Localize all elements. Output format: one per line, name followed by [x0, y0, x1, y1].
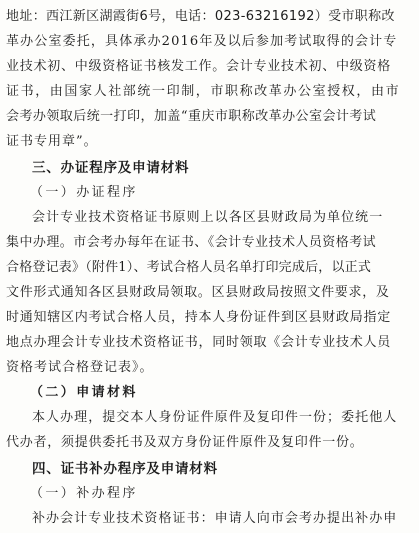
section-heading-three: 三、办证程序及申请材料 — [32, 160, 190, 176]
paragraph-line: 证书，由国家人社部统一印制，市职称改革办公室授权，由市 — [6, 84, 401, 99]
paragraph-line: 会计专业技术资格证书原则上以各区县财政局为单位统一 — [32, 210, 384, 225]
paragraph-line: 代办者，须提供委托书及双方身份证件原件及复印件一份。 — [6, 435, 364, 450]
paragraph-line: 会考办领取后统一打印，加盖“重庆市职称改革办公室会计考试 — [6, 109, 377, 124]
paragraph-line: 本人办理，提交本人身份证件原件及复印件一份；委托他人 — [32, 410, 398, 425]
paragraph-line: 资格考试合格登记表》。 — [6, 360, 154, 375]
subsection-heading: （二）申请材料 — [30, 385, 138, 400]
paragraph-line: 革办公室委托，具体承办2016年及以后参加考试取得的会计专 — [6, 34, 398, 49]
paragraph-line: 地址：西江新区湖霞街6号，电话：023-63216192）受市职称改 — [6, 9, 395, 24]
paragraph-line: 合格登记表》（附件1）、考试合格人员名单打印完成后，以正式 — [6, 260, 372, 275]
paragraph-line: 业技术初、中级资格证书核发工作。会计专业技术初、中级资格 — [6, 59, 392, 74]
subsection-heading: （一）补办程序 — [30, 486, 138, 501]
paragraph-line: 证书专用章”。 — [6, 134, 98, 149]
paragraph-line: 文件形式通知各区县财政局领取。区县财政局按照文件要求，及 — [6, 285, 390, 300]
paragraph-line: 补办会计专业技术资格证书：申请人向市会考办提出补办申 — [32, 511, 398, 526]
section-heading-four: 四、证书补办程序及申请材料 — [32, 461, 218, 477]
paragraph-line: 时通知辖区内考试合格人员，持本人身份证件到区县财政局指定 — [6, 310, 392, 325]
paragraph-line: 地点办理会计专业技术资格证书，同时领取《会计专业技术人员 — [6, 335, 392, 350]
subsection-heading: （一）办证程序 — [30, 185, 138, 200]
paragraph-line: 集中办理。市会考办每年在证书、《会计专业技术人员资格考试 — [6, 235, 377, 250]
